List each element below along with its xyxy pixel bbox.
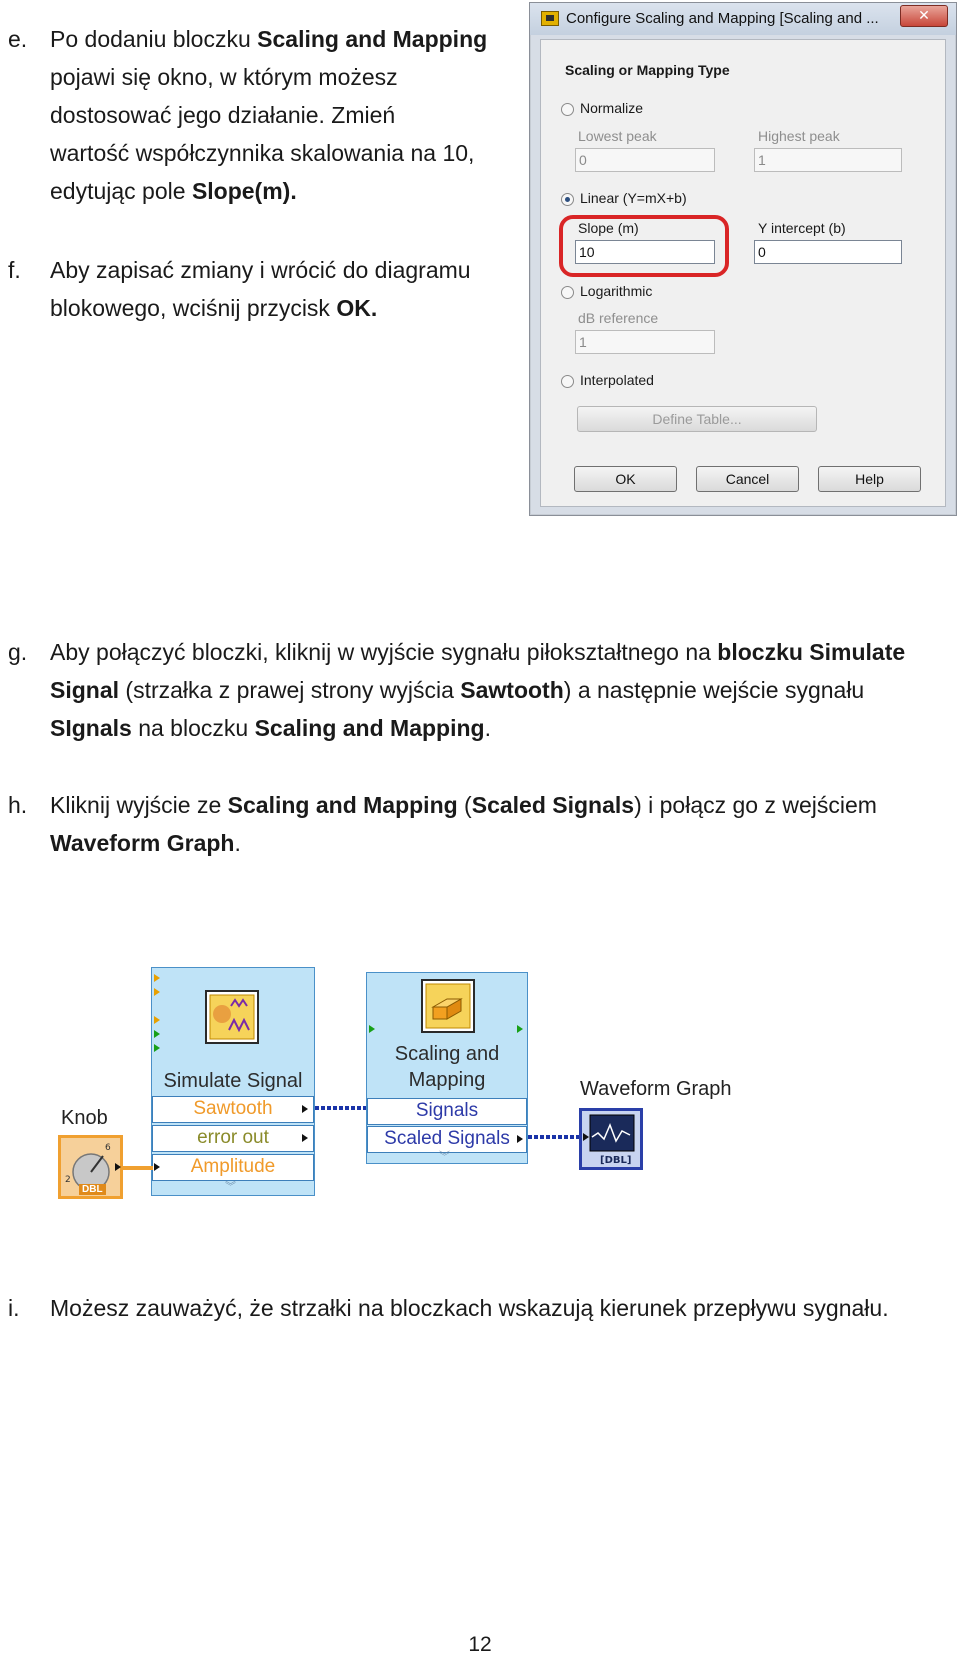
input-arrow[interactable] (369, 1025, 375, 1033)
highest-peak-label: Highest peak (758, 128, 840, 144)
instruction-text: Kliknij wyjście ze Scaling and Mapping (Scaled Signals) i połącz go z wejściem Waveform Graph. (50, 792, 877, 856)
knob-label: Knob (61, 1107, 108, 1129)
knob-output-arrow[interactable] (115, 1163, 121, 1171)
dialog-titlebar (530, 3, 956, 35)
graph-input-arrow[interactable] (583, 1133, 589, 1141)
configure-dialog (529, 2, 957, 516)
close-button[interactable]: ✕ (900, 5, 948, 27)
amplitude-input-arrow[interactable] (154, 1163, 160, 1171)
list-marker: g. (8, 639, 28, 665)
instruction-h (8, 786, 960, 866)
slope-highlight (559, 215, 729, 277)
scaling-mapping-icon (421, 979, 475, 1033)
labview-icon (541, 11, 559, 26)
scaling-title-line2: Mapping (408, 1069, 486, 1091)
svg-text:6: 6 (105, 1143, 111, 1153)
scaling-title-line1: Scaling and (394, 1043, 500, 1065)
input-arrow[interactable] (154, 988, 160, 996)
slope-field[interactable]: 10 (575, 240, 715, 264)
sawtooth-output-arrow[interactable] (302, 1105, 308, 1113)
normalize-label: Normalize (580, 100, 644, 116)
waveform-graph-icon (582, 1111, 640, 1167)
define-table-button[interactable]: Define Table... (577, 406, 817, 432)
db-reference-field[interactable]: 1 (575, 330, 715, 354)
simulate-signal-title: Simulate Signal (163, 1070, 303, 1092)
svg-text:2: 2 (65, 1175, 71, 1185)
lowest-peak-field[interactable]: 0 (575, 148, 715, 172)
scaling-mapping-block[interactable] (366, 972, 528, 1164)
simulate-signal-block[interactable] (151, 967, 315, 1196)
error-out-arrow[interactable] (302, 1134, 308, 1142)
instruction-text: Możesz zauważyć, że strzałki na bloczkach wskazują kierunek przepływu sygnału. (50, 1295, 889, 1321)
waveform-graph-label: Waveform Graph (580, 1078, 732, 1100)
logarithmic-label: Logarithmic (580, 283, 653, 299)
scaled-signals-output-arrow[interactable] (517, 1135, 523, 1143)
input-arrow[interactable] (154, 1044, 160, 1052)
radio-normalize[interactable] (561, 103, 574, 116)
error-out-terminal[interactable]: error out (152, 1125, 314, 1152)
instruction-f (8, 251, 518, 331)
slope-label: Slope (m) (578, 220, 639, 236)
dialog-body (540, 39, 946, 507)
expand-icon[interactable]: ︾ (225, 1181, 236, 1193)
radio-linear[interactable] (561, 193, 574, 206)
instruction-text: Aby połączyć bloczki, kliknij w wyjście sygnału piłokształtnego na bloczku Simulate Signal (strzałka z prawej strony wyjścia Sawtooth) a następnie wejście sygnału SIgnals na bloczku Scaling and Mapping. (50, 639, 906, 741)
db-reference-label: dB reference (578, 310, 659, 326)
scaled-signals-terminal[interactable]: Scaled Signals (367, 1126, 527, 1153)
instruction-text: Aby zapisać zmiany i wrócić do diagramu blokowego, wciśnij przycisk OK. (50, 257, 471, 321)
cancel-button[interactable]: Cancel (696, 466, 799, 492)
output-arrow[interactable] (517, 1025, 523, 1033)
intercept-label: Y intercept (b) (758, 220, 846, 236)
page-number: 12 (468, 1633, 492, 1656)
section-title: Scaling or Mapping Type (565, 62, 730, 78)
highest-peak-field[interactable]: 1 (754, 148, 902, 172)
intercept-field[interactable]: 0 (754, 240, 902, 264)
lowest-peak-label: Lowest peak (578, 128, 657, 144)
input-arrow[interactable] (154, 1030, 160, 1038)
instruction-g (8, 633, 960, 753)
scaled-signals-wire[interactable] (528, 1135, 580, 1139)
sawtooth-terminal[interactable]: Sawtooth (152, 1096, 314, 1123)
instruction-i (8, 1289, 960, 1329)
list-marker: i. (8, 1295, 20, 1321)
linear-label: Linear (Y=mX+b) (580, 190, 687, 206)
instruction-e (8, 20, 518, 210)
signals-terminal[interactable]: Signals (367, 1098, 527, 1125)
knob-terminal[interactable] (58, 1135, 123, 1199)
ok-button[interactable]: OK (574, 466, 677, 492)
sawtooth-wire[interactable] (315, 1106, 367, 1110)
amplitude-terminal[interactable]: Amplitude (152, 1154, 314, 1181)
knob-wire[interactable] (123, 1166, 153, 1170)
expand-icon[interactable]: ︾ (439, 1151, 450, 1163)
help-button[interactable]: Help (818, 466, 921, 492)
input-arrow[interactable] (154, 1016, 160, 1024)
radio-interpolated[interactable] (561, 375, 574, 388)
list-marker: h. (8, 792, 28, 818)
instruction-text: Po dodaniu bloczku Scaling and Mapping pojawi się okno, w którym możesz dostosować jego działanie. Zmień wartość współczynnika skalowania na 10, edytując pole Slope(m). (50, 26, 488, 204)
interpolated-label: Interpolated (580, 372, 654, 388)
knob-type: DBL (79, 1184, 106, 1195)
radio-logarithmic[interactable] (561, 286, 574, 299)
list-marker: e. (8, 26, 28, 52)
simulate-signal-icon (205, 990, 259, 1044)
svg-text:[DBL]: [DBL] (600, 1155, 632, 1166)
input-arrow[interactable] (154, 974, 160, 982)
list-marker: f. (8, 257, 21, 283)
dialog-title: Configure Scaling and Mapping [Scaling and ... (566, 10, 879, 27)
